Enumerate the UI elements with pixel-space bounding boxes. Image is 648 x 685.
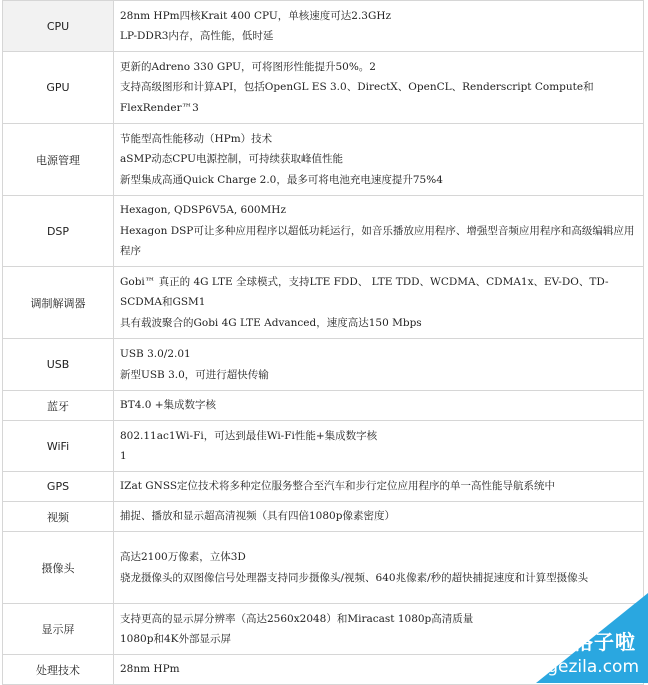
row-label: 显示屏 [3,604,114,655]
value-line: USB 3.0/2.01 [120,348,191,360]
value-line: 802.11ac1Wi-Fi，可达到最佳Wi-Fi性能+集成数字核 [120,429,378,442]
row-value [114,267,644,339]
value-line: 具有载波聚合的Gobi 4G LTE Advanced，速度高达150 Mbps [120,316,422,329]
row-value [114,52,644,124]
row-value [114,196,644,267]
value-line: 骁龙摄像头的双图像信号处理器支持同步摄像头/视频、640兆像素/秒的超快捕捉速度和计算型摄像头 [120,571,589,584]
value-line: 新型USB 3.0，可进行超快传输 [120,368,269,381]
value-line: 28nm HPm四核Krait 400 CPU，单核速度可达2.3GHz [120,9,392,22]
value-line: 更新的Adreno 330 GPU，可将图形性能提升50%。2 [120,60,376,73]
value-line: 支持更高的显示屏分辨率（高达2560x2048）和Miracast 1080p高清质量 [120,612,474,625]
row-label: 摄像头 [3,532,114,604]
row-value [114,502,644,532]
row-value [114,472,644,502]
row-label: 电源管理 [3,124,114,196]
table-row [3,421,644,472]
table-row [3,196,644,267]
value-line: 新型集成高通Quick Charge 2.0，最多可将电池充电速度提升75%4 [120,173,443,186]
value-line: 支持高级图形和计算API，包括OpenGL ES 3.0、DirectX、OpenCL、Renderscript Compute和FlexRender™3 [120,81,594,114]
table-row [3,391,644,421]
value-line: IZat GNSS定位技术将多种定位服务整合至汽车和步行定位应用程序的单一高性能导航系统中 [120,480,556,493]
table-row [3,52,644,124]
row-label: 视频 [3,502,114,532]
table-row [3,472,644,502]
value-line: 捕捉、播放和显示超高清视频（具有四倍1080p像素密度） [120,510,395,523]
value-line: 高达2100万像素，立体3D [120,551,246,563]
row-label: 调制解调器 [3,267,114,339]
row-label: USB [3,339,114,391]
value-line: Hexagon, QDSP6V5A, 600MHz [120,204,287,217]
value-line: BT4.0 +集成数字核 [120,399,217,412]
row-value [114,391,644,421]
row-value [114,421,644,472]
table-row [3,124,644,196]
row-value [114,1,644,52]
value-line: 1080p和4K外部显示屏 [120,633,231,645]
row-label: 处理技术 [3,655,114,685]
value-line: 1 [120,450,127,462]
row-label: 蓝牙 [3,391,114,421]
value-line: 28nm HPm [120,663,180,676]
watermark-text-cn: 格子啦 [573,630,636,654]
value-line: Hexagon DSP可让多种应用程序以超低功耗运行，如音乐播放应用程序、增强型音频应用程序和高级编辑应用程序 [120,224,635,258]
table-row [3,1,644,52]
table-row [3,267,644,339]
value-line: LP-DDR3内存，高性能，低时延 [120,30,274,42]
value-line: Gobi™ 真正的 4G LTE 全球模式，支持LTE FDD、 LTE TDD、WCDMA、CDMA1x、EV-DO、TD-SCDMA和GSM1 [120,275,609,309]
row-value [114,124,644,196]
table-row [3,339,644,391]
row-label: GPU [3,52,114,124]
row-label: DSP [3,196,114,267]
value-line: 节能型高性能移动（HPm）技术 [120,132,273,145]
spec-table [2,0,644,685]
gezila-watermark [536,593,648,683]
row-label: WiFi [3,421,114,472]
watermark-text-en: gezila.com [547,657,639,677]
row-value [114,339,644,391]
row-label: CPU [3,1,114,52]
table-row [3,502,644,532]
value-line: aSMP动态CPU电源控制，可持续获取峰值性能 [120,153,344,166]
row-label: GPS [3,472,114,502]
